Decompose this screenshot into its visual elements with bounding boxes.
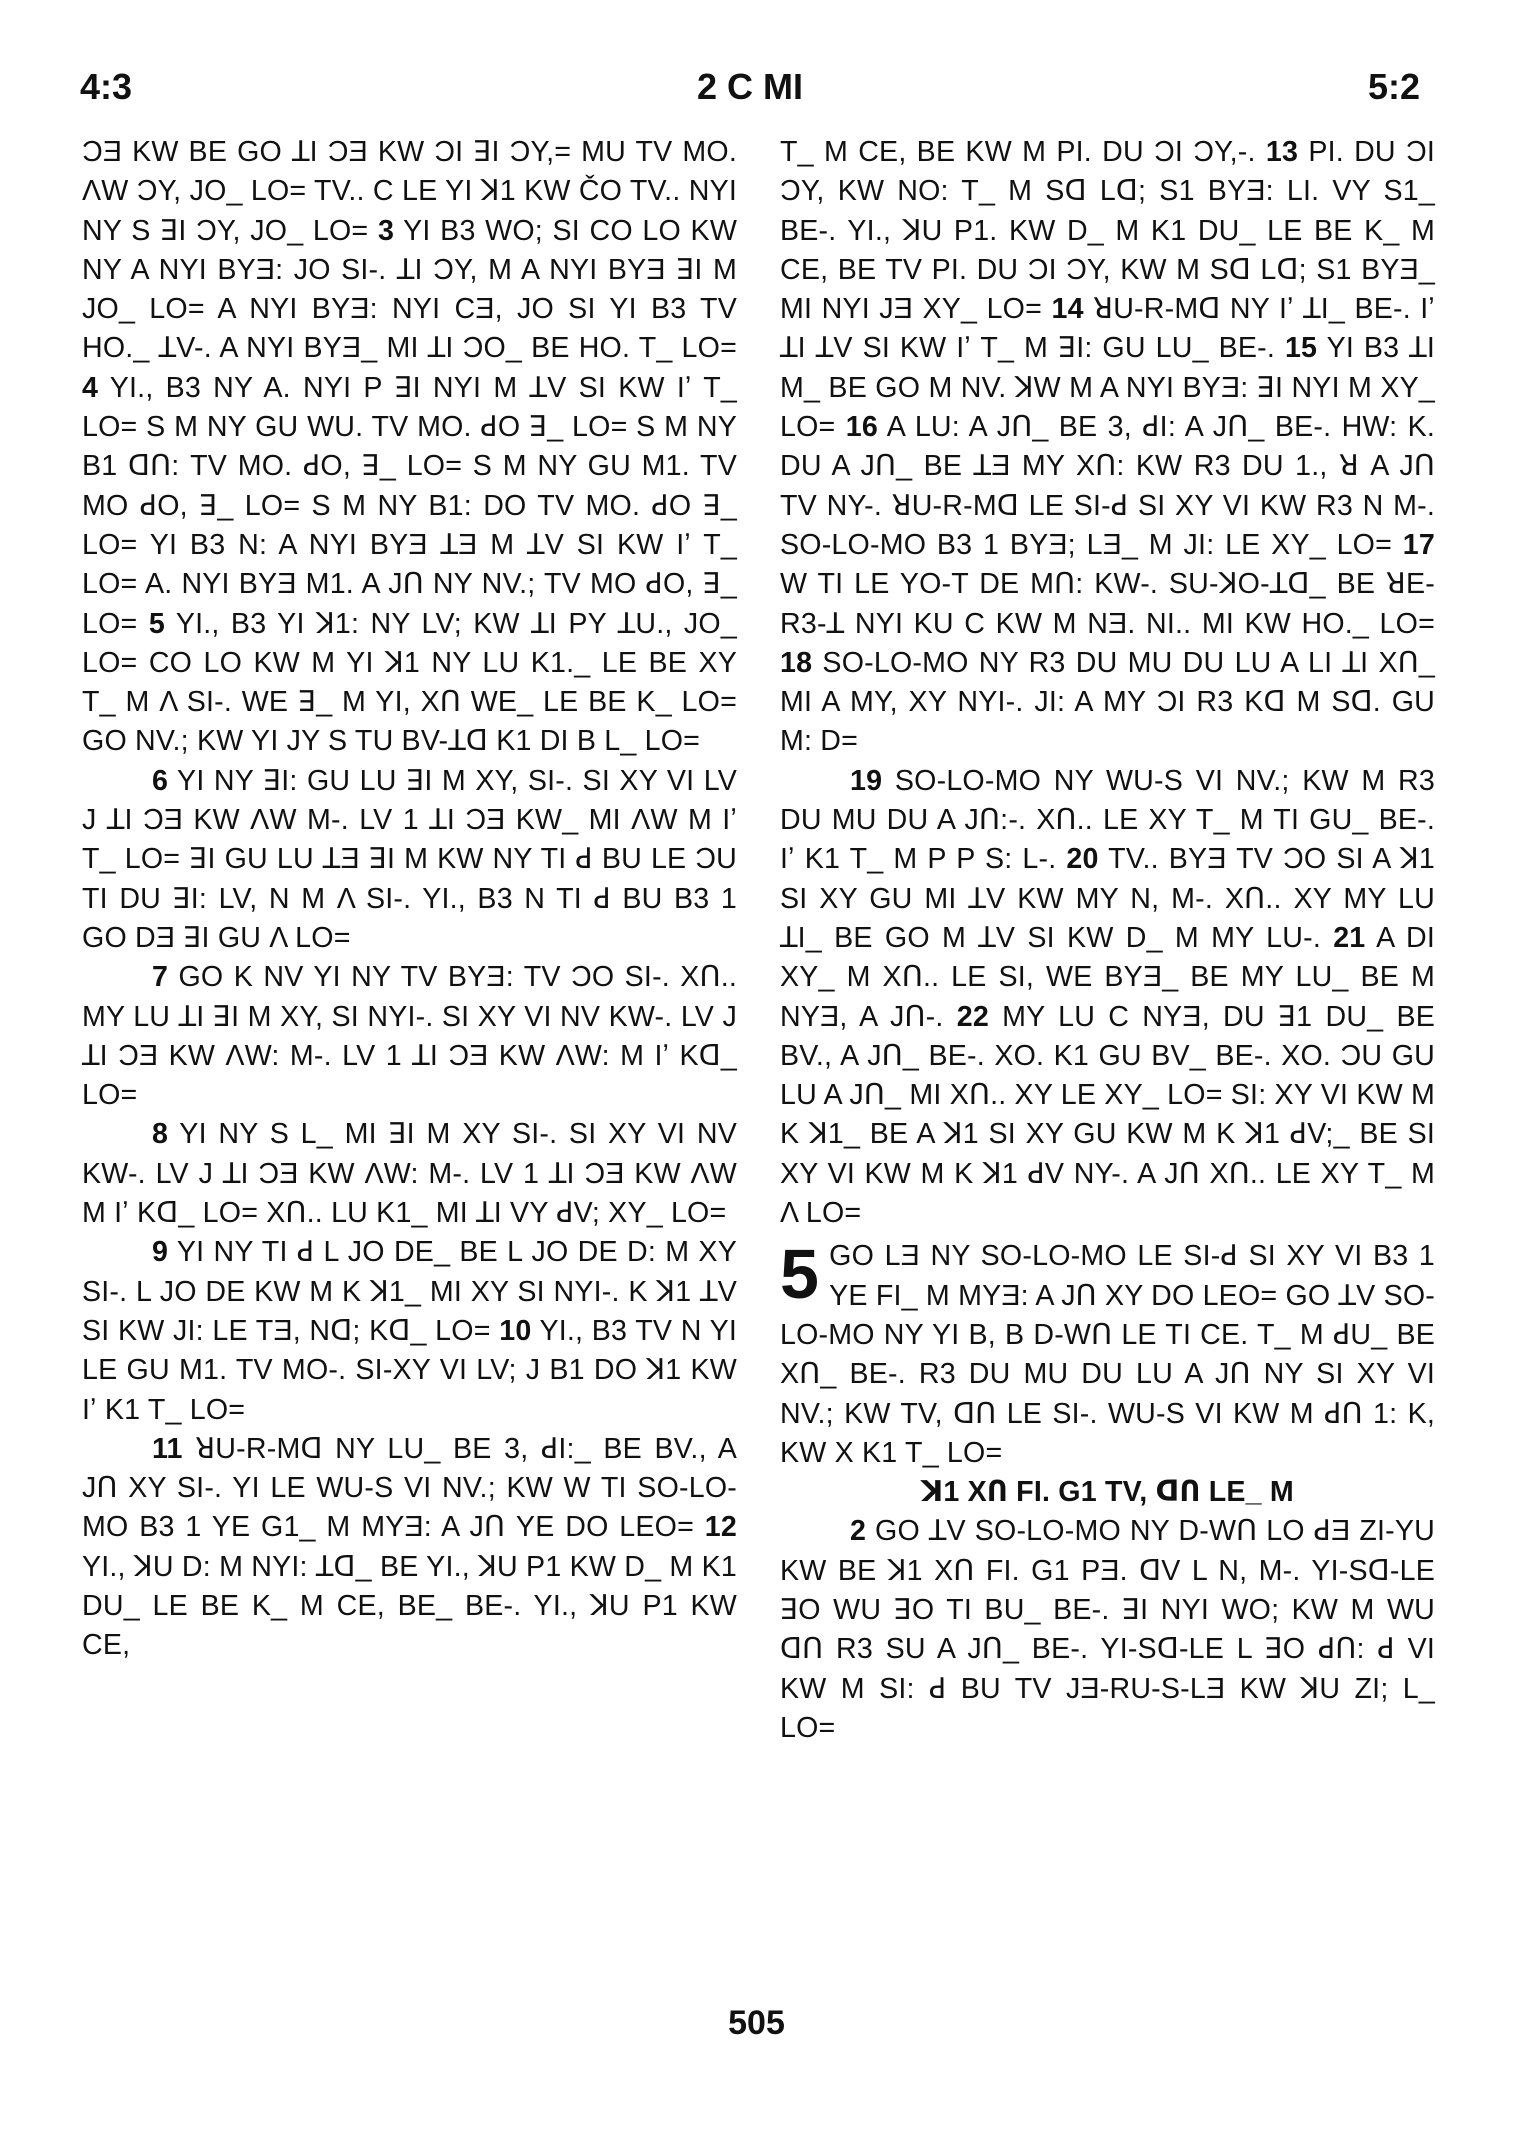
verse-text: ꓤU-R-Mᗡ NY LU_ BE 3, ꓒI:_ BE BV., A JՈ XY SI-. YI LE WU-S VI NV.; KW W TI SO-LO-MO B3 1 YE G1_ M MYƎ: A JՈ YE DO LEO= (82, 1432, 737, 1544)
verse-text: YI NY S L_ MI ꓱI M XY SI-. SI XY VI NV KW-. LV J ꓕI ƆƎ KW ΛW: M-. LV 1 ꓕI ƆƎ KW ΛW M Iʼ Kᗡ_ LO= XՈ.. LU K1_ MI ꓕI VY ꓒV; XY_ LO= (82, 1118, 737, 1230)
verse-number: 7 (152, 961, 169, 994)
verse-number: 18 (780, 646, 813, 679)
verse-text: T_ M CE, BE KW M PI. DU ƆI ƆY,-. (780, 136, 1256, 168)
verse-number: 6 (152, 764, 169, 797)
verse-number: 16 (845, 411, 879, 444)
verse-number: 3 (377, 214, 395, 247)
verse-number: 8 (152, 1118, 169, 1151)
verse-text: YI., B3 YI ꓘ1: NY LV; KW ꓕI PY ꓕU., JO_ LO= CO LO KW M YI ꓘ1 NY LU K1._ LE BE XY T_ M Λ SI-. WE ꓱ_ M YI, XՈ WE_ LE BE K_ LO= GO NV.; KW YI JY S TU BV-ꓕᗡ K1 DI B L_ LO= (82, 607, 737, 758)
verse-number: 13 (1265, 136, 1299, 168)
chapter-5-paragraph (780, 1237, 1435, 1473)
verse-text: MY LU C NYƎ, DU ꓱ1 DU_ BE BV., A JՈ_ BE-. XO. K1 GU BV_ BE-. XO. ƆU GU LU A JՈ_ MI XՈ.. XY LE XY_ LO= SI: XY VI KW M K ꓘ1_ BE A ꓘ1 SI XY GU KW M K ꓘ1 ꓒV;_ BE SI XY VI KW M K ꓘ1 ꓒV NY-. A JՈ XՈ.. LE XY T_ M Λ LO= (780, 1000, 1436, 1230)
verse-text: GO LƎ NY SO-LO-MO LE SI-ꓒ SI XY VI B3 1 YE FI_ M MYƎ: A JՈ XY DO LEO= GO ꓕV SO-LO-MO NY YI B, B D-WՈ LE TI CE. T_ M ꓒU_ BE XՈ_ BE-. R3 DU MU DU LU A JՈ NY SI XY VI NV.; KW TV, ᗡՈ LE SI-. WU-S VI KW M ꓒՈ 1: K, KW X K1 T_ LO= (780, 1240, 1435, 1469)
verse-text: YI., ꓘU D: M NYI: ꓕᗡ_ BE YI., ꓘU P1 KW D_ M K1 DU_ LE BE K_ M CE, BE_ BE-. YI., ꓘU P1 KW CE, (82, 1550, 737, 1662)
verse-number: 10 (499, 1314, 532, 1347)
verse-number: 20 (1066, 843, 1099, 876)
verse-paragraph (780, 1512, 1435, 1748)
verse-text: TV.. BYƎ TV ƆO SI A ꓘ1 SI XY GU MI ꓕV KW MY N, M-. XՈ.. XY MY LU ꓕI_ BE GO M ꓕV SI KW D_ M MY LU-. (780, 843, 1435, 954)
verse-number: 17 (1402, 528, 1435, 561)
verse-number: 9 (152, 1236, 169, 1269)
left-column (82, 133, 737, 1666)
verse-number: 15 (1284, 332, 1318, 365)
verse-text: SO-LO-MO NY WU-S VI NV.; KW M R3 DU MU DU A JՈ:-. XՈ.. LE XY T_ M TI GU_ BE-. Iʼ K1 T_ M P P S: L-. (780, 764, 1435, 876)
verse-number: 21 (1333, 921, 1366, 954)
verse-number: 11 (152, 1432, 183, 1465)
verse-text: A DI XY_ M XՈ.. LE SI, WE BYƎ_ BE MY LU_ BE M NYƎ, A JՈ-. (780, 921, 1435, 1033)
verse-number: 4 (82, 371, 99, 404)
verse-text: GO ꓕV SO-LO-MO NY D-WՈ LO ꓒƎ ZI-YU KW BE ꓘ1 XՈ FI. G1 PƎ. ᗡV L N, M-. YI-Sᗡ-LE ꓱO WU ꓱO TI BU_ BE-. ꓱI NYI WO; KW M WU ᗡՈ R3 SU A JՈ_ BE-. YI-Sᗡ-LE L ꓱO ꓒՈ: ꓒ VI KW M SI: ꓒ BU TV JƎ-RU-S-LƎ KW ꓘU ZI; L_ LO= (780, 1515, 1435, 1744)
verse-paragraph (82, 1233, 737, 1429)
verse-text: YI NY TI ꓒ L JO DE_ BE L JO DE D: M XY SI-. L JO DE KW M K ꓘ1_ MI XY SI NYI-. K ꓘ1 ꓕV SI KW JI: LE TƎ, Nᗡ; Kᗡ_ LO= (82, 1236, 737, 1347)
verse-number: 22 (956, 1000, 989, 1033)
verse-paragraph (780, 762, 1435, 1234)
header-book-title: 2 C MI (696, 66, 803, 107)
page-header (80, 66, 1420, 116)
header-left-ref: 4:3 (80, 66, 133, 107)
verse-number: 14 (1051, 293, 1084, 326)
chapter-number: 5 (780, 1235, 820, 1314)
verse-text: YI B3 WO; SI CO LO KW NY A NYI BYƎ: JO SI-. ꓕI ƆY, M A NYI BYƎ ꓱI M JO_ LO= A NYI BYƎ: NYI CƎ, JO SI YI B3 TV HO._ ꓕV-. A NYI BYƎ_ MI ꓕI ƆO_ BE HO. T_ LO= (82, 214, 738, 365)
verse-paragraph (82, 762, 737, 958)
verse-text: YI NY ꓱI: GU LU ꓱI M XY, SI-. SI XY VI LV J ꓕI ƆƎ KW ΛW M-. LV 1 ꓕI ƆƎ KW_ MI ΛW M Iʼ T_ LO= ꓱI GU LU ꓕƎ ꓱI M KW NY TI ꓒ BU LE ƆU TI DU ꓱI: LV, N M Λ SI-. YI., B3 N TI ꓒ BU B3 1 GO DƎ ꓱI GU Λ LO= (82, 764, 737, 954)
verse-text: ꓤU-R-Mᗡ NY Iʼ ꓕI_ BE-. Iʼ ꓕI ꓕV SI KW Iʼ T_ M ꓱI: GU LU_ BE-. (780, 293, 1435, 365)
verse-paragraph (82, 1115, 737, 1233)
verse-number: 19 (850, 764, 883, 797)
verse-text: YI B3 ꓕI M_ BE GO M NV. ꓘW M A NYI BYƎ: ꓱI NYI M XY_ LO= (780, 332, 1435, 444)
verse-number: 2 (850, 1515, 867, 1548)
right-column (780, 133, 1435, 1748)
verse-paragraph (780, 133, 1435, 762)
verse-text: A LU: A JՈ_ BE 3, ꓒI: A JՈ_ BE-. HW: K. DU A JՈ_ BE ꓕƎ MY XՈ: KW R3 DU 1., ꓤ A JՈ TV NY-. ꓤU-R-Mᗡ LE SI-ꓒ SI XY VI KW R3 N M-. SO-LO-MO B3 1 BYƎ; LƎ_ M JI: LE XY_ LO= (780, 411, 1435, 561)
verse-number: 5 (148, 607, 165, 640)
section-heading: ꓘ1 XՈ FI. G1 TV, ᗡՈ LE_ M (921, 1476, 1294, 1509)
verse-paragraph (82, 958, 737, 1115)
verse-text: ƆƎ KW BE GO ꓕI ƆƎ KW ƆI ꓱI ƆY,= MU TV MO. ΛW ƆY, JO_ LO= TV.. C LE YI ꓘ1 KW ČO TV.. NYI NY S ꓱI ƆY, JO_ LO= (82, 136, 737, 247)
header-right-ref: 5:2 (1367, 66, 1420, 107)
verse-paragraph (82, 133, 737, 762)
verse-text: SO-LO-MO NY R3 DU MU DU LU A LI ꓕI XՈ_ MI A MY, XY NYI-. JI: A MY ƆI R3 Kᗡ M Sᗡ. GU M: D= (780, 646, 1435, 758)
verse-paragraph (82, 1430, 737, 1666)
verse-text: GO K NV YI NY TV BYƎ: TV ƆO SI-. XՈ.. MY LU ꓕI ꓱI M XY, SI NYI-. SI XY VI NV KW-. LV J ꓕI ƆƎ KW ΛW: M-. LV 1 ꓕI ƆƎ KW ΛW: M Iʼ Kᗡ_ LO= (82, 961, 737, 1112)
verse-text: PI. DU ƆI ƆY, KW NO: T_ M Sᗡ Lᗡ; S1 BYƎ: LI. VY S1_ BE-. YI., ꓘU P1. KW D_ M K1 DU_ LE BE K_ M CE, BE TV PI. DU ƆI ƆY, KW M Sᗡ Lᗡ; S1 BYƎ_ MI NYI JƎ XY_ LO= (780, 136, 1435, 326)
verse-text: YI., B3 TV N YI LE GU M1. TV MO-. SI-XY VI LV; J B1 DO ꓘ1 KW Iʼ K1 T_ LO= (82, 1314, 738, 1426)
verse-text: W TI LE YO-T DE MՈ: KW-. SU-ꓘO-ꓕᗡ_ BE ꓤE-R3-ꓕ NYI KU C KW M NƎ. NI.. MI KW HO._ LO= (780, 568, 1435, 640)
verse-number: 12 (704, 1511, 737, 1544)
verse-text: YI., B3 NY A. NYI P ꓱI NYI M ꓕV SI KW Iʼ T_ LO= S M NY GU WU. TV MO. ꓒO ꓱ_ LO= S M NY B1 ᗡՈ: TV MO. ꓒO, ꓱ_ LO= S M NY GU M1. TV MO ꓒO, ꓱ_ LO= S M NY B1: DO TV MO. ꓒO ꓱ_ LO= YI B3 N: A NYI BYƎ ꓕƎ M ꓕV SI KW Iʼ T_ LO= A. NYI BYƎ M1. A JՈ NY NV.; TV MO ꓒO, ꓱ_ LO= (82, 371, 737, 640)
page-number: 505 (728, 2004, 785, 2042)
